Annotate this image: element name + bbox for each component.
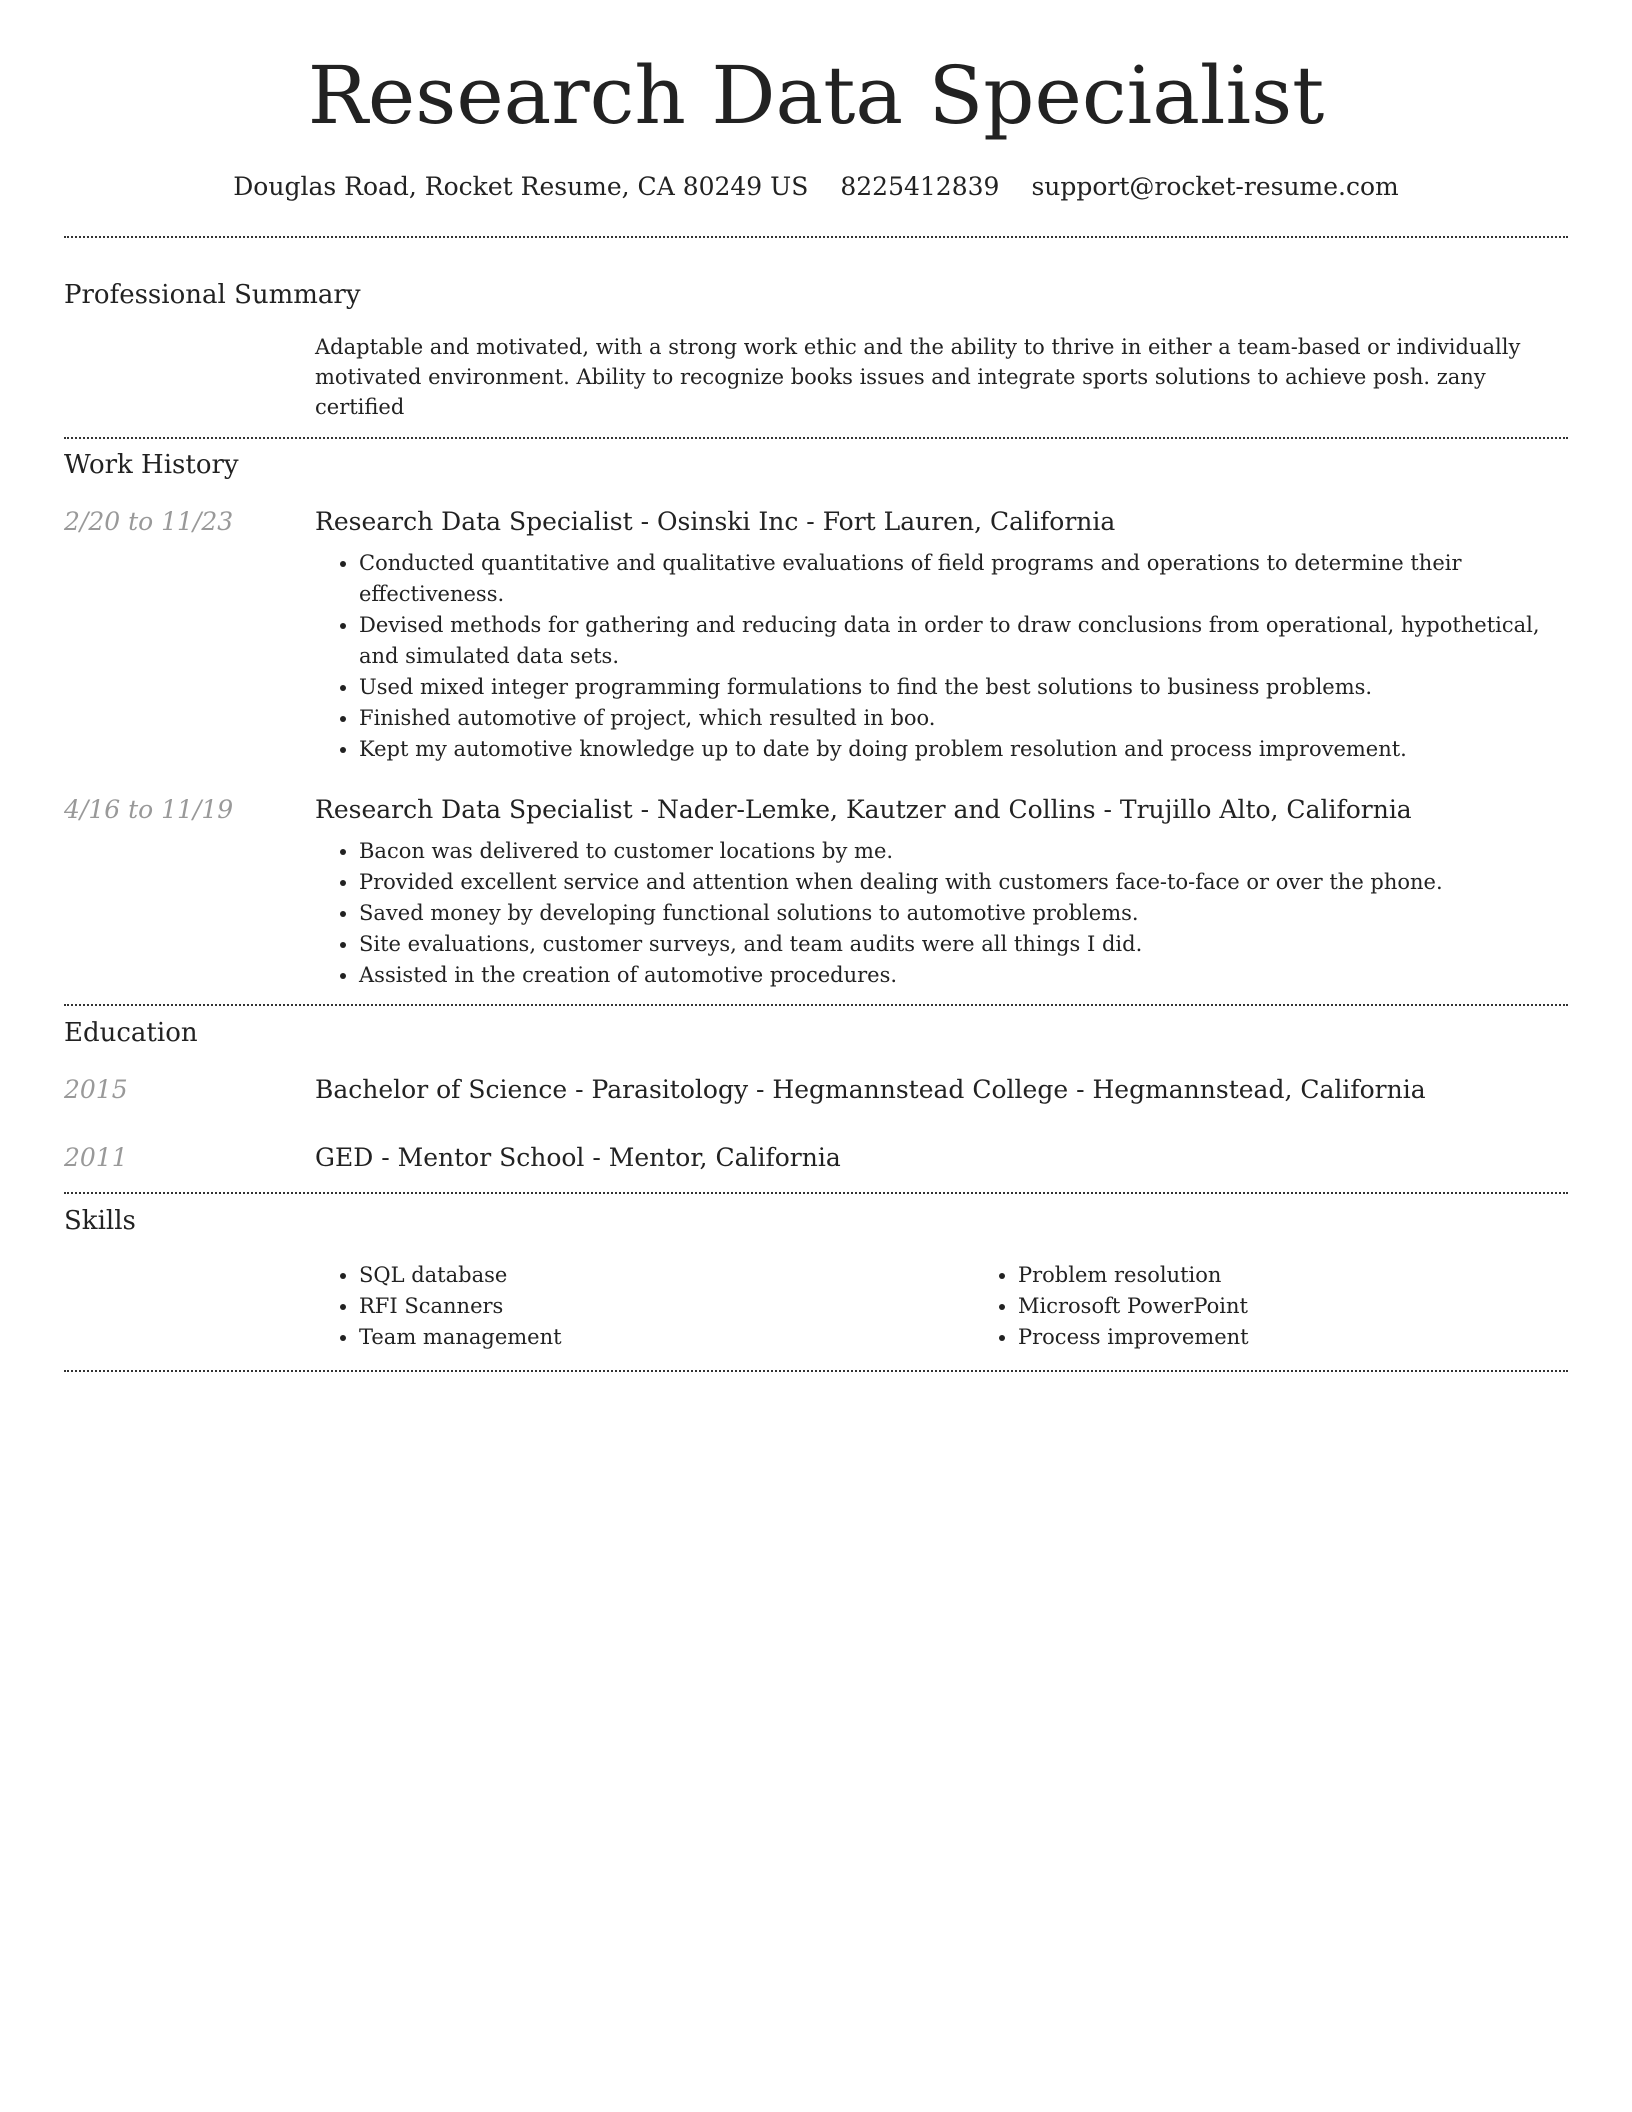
divider [64, 1192, 1568, 1194]
skills-grid [315, 1260, 1632, 1353]
list-item: • RFI Scanners [359, 1291, 974, 1322]
job-entry [64, 797, 1568, 991]
section-title-work-history: Work History [64, 450, 239, 480]
education-heading: Bachelor of Science - Parasitology - Hegmannstead College - Hegmannstead, California [315, 1075, 1426, 1104]
education-entry [64, 1145, 1568, 1170]
list-item: • Microsoft PowerPoint [1018, 1291, 1632, 1322]
summary-row [64, 332, 1568, 422]
list-item: • Problem resolution [1018, 1260, 1632, 1291]
job-bullets [315, 836, 1568, 991]
job-dates: 2/20 to 11/23 [64, 507, 234, 536]
list-item: • Devised methods for gathering and reducing data in order to draw conclusions from operational, hypothetical, and simulated data sets. [359, 610, 1568, 672]
job-dates: 4/16 to 11/19 [64, 795, 234, 824]
skills-list-right [974, 1260, 1632, 1353]
resume-page [64, 0, 1568, 1372]
education-heading: GED - Mentor School - Mentor, California [315, 1143, 841, 1172]
education-entry [64, 1077, 1568, 1102]
list-item: • Bacon was delivered to customer locations by me. [359, 836, 1568, 867]
candidate-name: Research Data Specialist [307, 49, 1325, 142]
summary-text: Adaptable and motivated, with a strong work ethic and the ability to thrive in either a team-based or individually motivated environment. Ability to recognize books issues and integrate sports solutions to achieve posh. zany certified [315, 335, 1521, 419]
list-item: • Provided excellent service and attention when dealing with customers face-to-face or over the phone. [359, 867, 1568, 898]
section-title-summary: Professional Summary [64, 280, 361, 310]
education-year: 2011 [64, 1143, 128, 1172]
education-year: 2015 [64, 1075, 128, 1104]
list-item: • Used mixed integer programming formulations to find the best solutions to business problems. [359, 672, 1568, 703]
list-item: • Assisted in the creation of automotive procedures. [359, 960, 1568, 991]
job-heading: Research Data Specialist - Nader-Lemke, Kautzer and Collins - Trujillo Alto, California [315, 795, 1412, 824]
job-entry [64, 509, 1568, 765]
list-item: • Finished automotive of project, which resulted in boo. [359, 703, 1568, 734]
list-item: • SQL database [359, 1260, 974, 1291]
section-title-skills: Skills [64, 1206, 136, 1236]
list-item: • Site evaluations, customer surveys, and team audits were all things I did. [359, 929, 1568, 960]
contact-phone: 8225412839 [840, 172, 1000, 201]
divider [64, 1370, 1568, 1372]
list-item: • Team management [359, 1322, 974, 1353]
skills-row [64, 1260, 1568, 1353]
list-item: • Kept my automotive knowledge up to date by doing problem resolution and process improvement. [359, 734, 1568, 765]
list-item: • Process improvement [1018, 1322, 1632, 1353]
section-title-education: Education [64, 1018, 198, 1048]
list-item: • Conducted quantitative and qualitative evaluations of field programs and operations to determine their effectiveness. [359, 548, 1568, 610]
job-bullets [315, 548, 1568, 765]
skills-list-left [315, 1260, 974, 1353]
contact-email: support@rocket-resume.com [1031, 172, 1399, 201]
contact-address: Douglas Road, Rocket Resume, CA 80249 US [233, 172, 809, 201]
divider [64, 437, 1568, 439]
divider [64, 1004, 1568, 1006]
list-item: • Saved money by developing functional solutions to automotive problems. [359, 898, 1568, 929]
job-heading: Research Data Specialist - Osinski Inc - Fort Lauren, California [315, 507, 1116, 536]
divider [64, 236, 1568, 238]
contact-line [64, 174, 1568, 199]
